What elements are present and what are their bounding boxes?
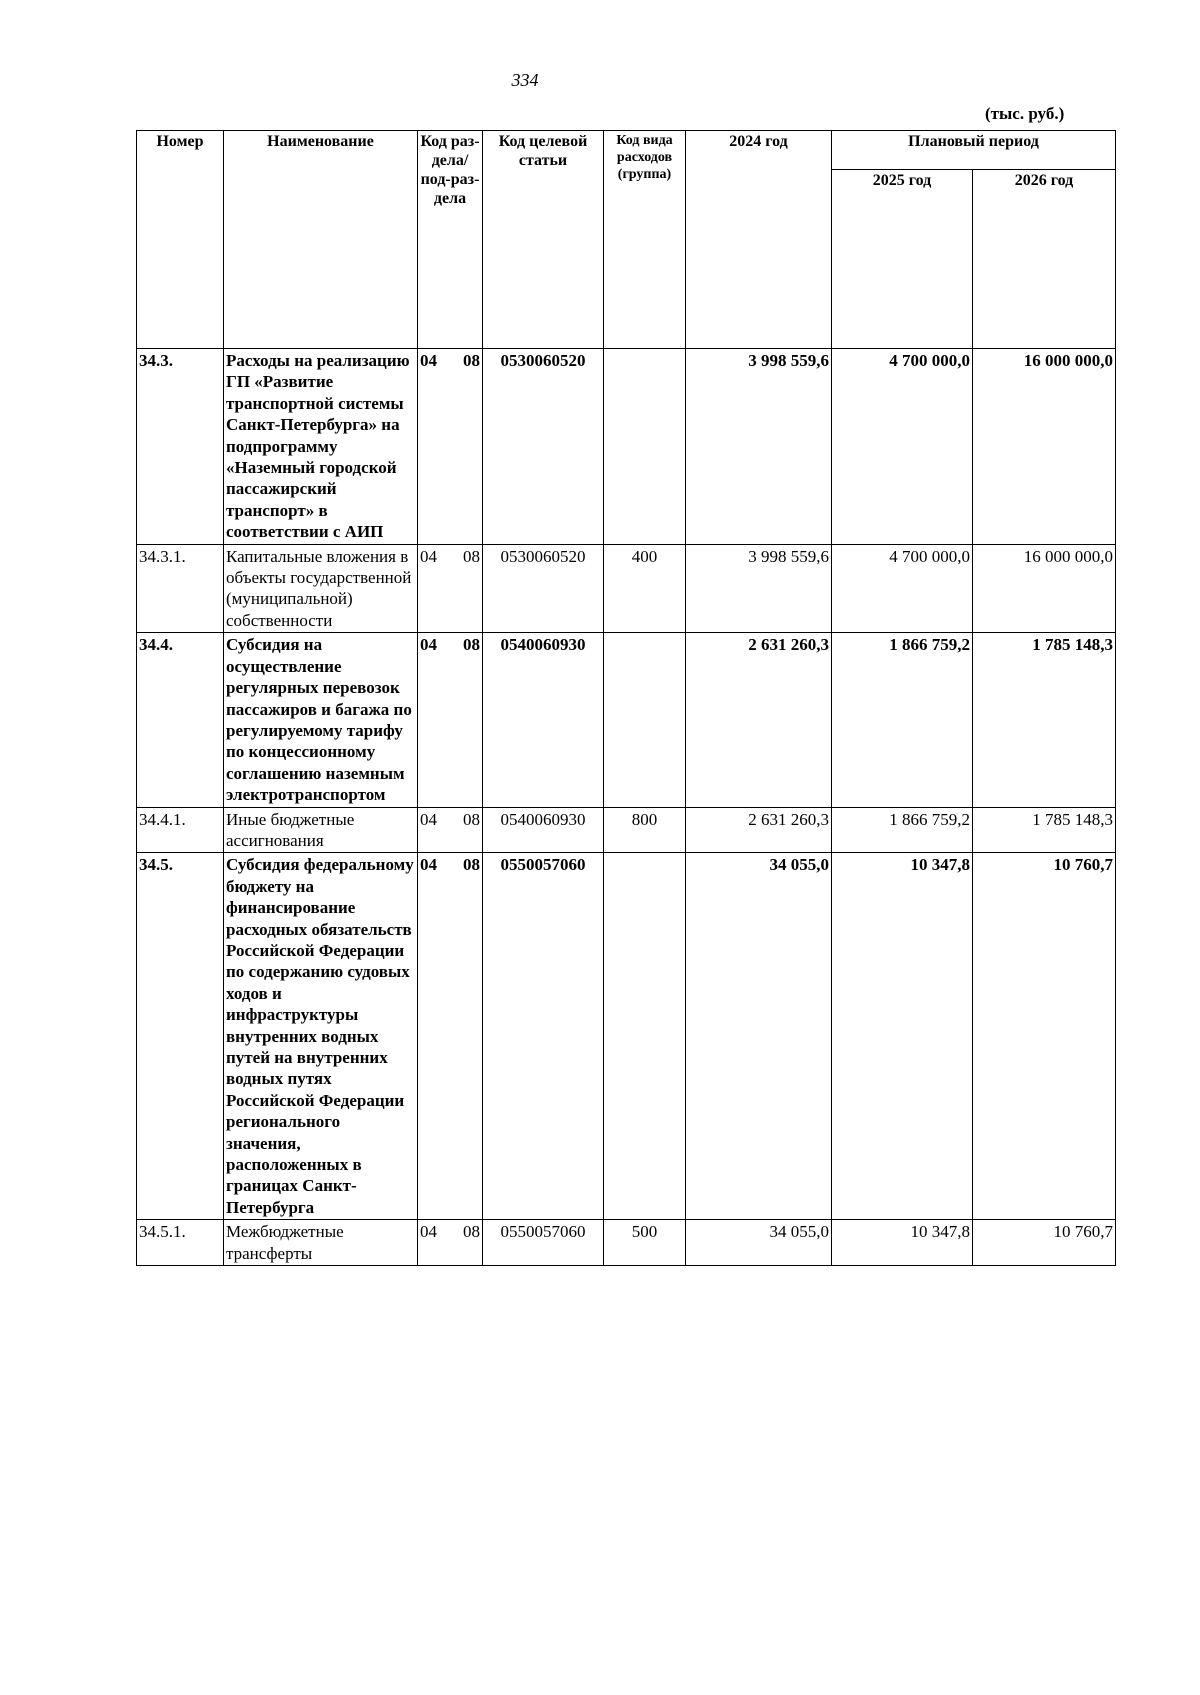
row-name: Субсидия федеральному бюджету на финансирование расходных обязательств Российской Федерации по содержанию судовых ходов и инфраструктуры внутренних водных путей на внутренних водных путях Российской Федерации регионального значения, расположенных в границах Санкт-Петербурга	[224, 853, 418, 1220]
row-number: 34.4.1.	[137, 807, 224, 853]
section-code: 04	[420, 809, 437, 829]
section-code: 04	[420, 855, 437, 875]
section-code: 04	[420, 635, 437, 655]
row-number: 34.5.1.	[137, 1220, 224, 1266]
header-year-2024: 2024 год	[686, 131, 832, 349]
row-target-code: 0540060930	[483, 633, 604, 807]
subsection-code: 08	[463, 546, 480, 566]
row-amount-2025: 10 347,8	[832, 853, 973, 1220]
header-planning-period: Плановый период	[832, 131, 1116, 170]
row-expense-group: 500	[604, 1220, 686, 1266]
row-expense-group	[604, 349, 686, 545]
header-year-2025: 2025 год	[832, 170, 973, 349]
row-amount-2024: 3 998 559,6	[686, 349, 832, 545]
budget-table	[136, 130, 1116, 1266]
row-amount-2024: 34 055,0	[686, 853, 832, 1220]
table-body	[137, 349, 1116, 1266]
table-row	[137, 807, 1116, 853]
row-amount-2026: 10 760,7	[973, 853, 1116, 1220]
header-number: Номер	[137, 131, 224, 349]
table-row	[137, 633, 1116, 807]
row-expense-group	[604, 633, 686, 807]
row-amount-2025: 1 866 759,2	[832, 807, 973, 853]
row-name: Межбюджетные трансферты	[224, 1220, 418, 1266]
table-header	[137, 131, 1116, 349]
row-amount-2025: 10 347,8	[832, 1220, 973, 1266]
header-section-code: Код раз-дела/ под-раз-дела	[418, 131, 483, 349]
row-number: 34.5.	[137, 853, 224, 1220]
subsection-code: 08	[463, 855, 480, 875]
row-target-code: 0540060930	[483, 807, 604, 853]
subsection-code: 08	[463, 351, 480, 370]
section-code-pair	[420, 350, 480, 371]
row-target-code: 0550057060	[483, 853, 604, 1220]
header-target-code: Код целевой статьи	[483, 131, 604, 349]
row-section-code	[418, 349, 483, 545]
row-name: Расходы на реализацию ГП «Развитие транспортной системы Санкт-Петербурга» на подпрограмму «Наземный городской пассажирский транспорт» в соответствии с АИП	[224, 349, 418, 545]
row-amount-2026: 16 000 000,0	[973, 544, 1116, 633]
section-code: 04	[420, 351, 437, 370]
subsection-code: 08	[463, 1222, 480, 1242]
row-amount-2026: 1 785 148,3	[973, 807, 1116, 853]
row-expense-group: 800	[604, 807, 686, 853]
row-amount-2026: 16 000 000,0	[973, 349, 1116, 545]
header-name: Наименование	[224, 131, 418, 349]
row-amount-2024: 3 998 559,6	[686, 544, 832, 633]
row-amount-2025: 4 700 000,0	[832, 544, 973, 633]
subsection-code: 08	[463, 635, 480, 655]
page-number: 334	[511, 70, 539, 90]
row-target-code: 0530060520	[483, 544, 604, 633]
section-code-pair	[420, 546, 480, 567]
row-name: Субсидия на осуществление регулярных перевозок пассажиров и багажа по регулируемому тарифу по концессионному соглашению наземным электротранспортом	[224, 633, 418, 807]
section-code-pair	[420, 854, 480, 875]
row-amount-2025: 4 700 000,0	[832, 349, 973, 545]
table-row	[137, 544, 1116, 633]
row-section-code	[418, 544, 483, 633]
row-number: 34.4.	[137, 633, 224, 807]
header-year-2026: 2026 год	[973, 170, 1116, 349]
row-amount-2024: 2 631 260,3	[686, 633, 832, 807]
row-name: Капитальные вложения в объекты государственной (муниципальной) собственности	[224, 544, 418, 633]
section-code: 04	[420, 1222, 437, 1242]
row-section-code	[418, 807, 483, 853]
section-code-pair	[420, 809, 480, 830]
row-amount-2025: 1 866 759,2	[832, 633, 973, 807]
row-section-code	[418, 633, 483, 807]
row-number: 34.3.1.	[137, 544, 224, 633]
subsection-code: 08	[463, 809, 480, 829]
row-expense-group: 400	[604, 544, 686, 633]
table-row	[137, 1220, 1116, 1266]
row-name: Иные бюджетные ассигнования	[224, 807, 418, 853]
section-code-pair	[420, 634, 480, 655]
header-expense-type-code: Код вида расходов (группа)	[604, 131, 686, 349]
row-expense-group	[604, 853, 686, 1220]
table-row	[137, 853, 1116, 1220]
row-section-code	[418, 1220, 483, 1266]
row-section-code	[418, 853, 483, 1220]
section-code-pair	[420, 1221, 480, 1242]
row-amount-2026: 1 785 148,3	[973, 633, 1116, 807]
row-amount-2026: 10 760,7	[973, 1220, 1116, 1266]
row-number: 34.3.	[137, 349, 224, 545]
table-row	[137, 349, 1116, 545]
units-label: (тыс. руб.)	[985, 104, 1065, 123]
row-target-code: 0530060520	[483, 349, 604, 545]
row-amount-2024: 2 631 260,3	[686, 807, 832, 853]
row-amount-2024: 34 055,0	[686, 1220, 832, 1266]
row-target-code: 0550057060	[483, 1220, 604, 1266]
section-code: 04	[420, 546, 437, 566]
